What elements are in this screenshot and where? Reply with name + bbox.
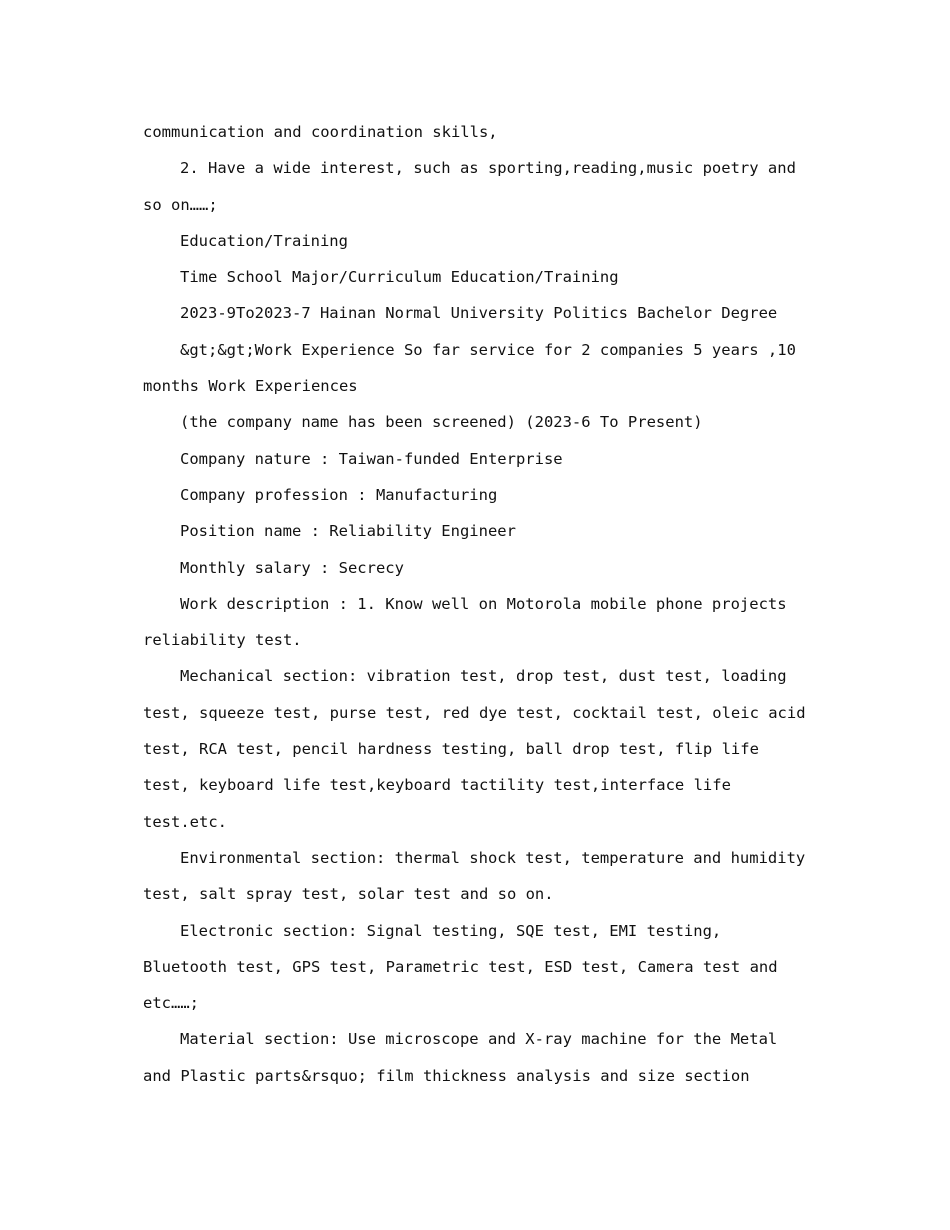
paragraph-interests: 2. Have a wide interest, such as sporting,reading,music poetry and so on……; — [143, 159, 796, 214]
company-profession: Company profession : Manufacturing — [180, 485, 498, 504]
company-nature: Company nature : Taiwan-funded Enterprise — [180, 449, 563, 468]
mechanical-section: Mechanical section: vibration test, drop test, dust test, loading test, squeeze test, purse test, red dye test, cocktail test, oleic acid test, RCA test, pencil hardness testing, ball drop test, flip life test, keyboard life test,keyboard tactility test,interface life test.etc. — [143, 667, 806, 831]
work-description: Work description : 1. Know well on Motorola mobile phone projects reliability test. — [143, 594, 787, 650]
education-table-header: Time School Major/Curriculum Education/Training — [180, 268, 619, 287]
paragraph-communication-skills: communication and coordination skills, — [143, 123, 498, 141]
monthly-salary: Monthly salary : Secrecy — [180, 558, 404, 577]
position-name: Position name : Reliability Engineer — [180, 522, 516, 541]
company-period: (the company name has been screened) (2023-6 To Present) — [180, 413, 703, 432]
section-heading-work-experience: &gt;&gt;Work Experience So far service for 2 companies 5 years ,10 months Work Experiences — [143, 340, 796, 396]
section-heading-education: Education/Training — [180, 231, 348, 250]
material-section: Material section: Use microscope and X-ray machine for the Metal and Plastic parts&rsquo; film thickness analysis and size section — [143, 1030, 778, 1085]
education-entry: 2023-9To2023-7 Hainan Normal University Politics Bachelor Degree — [180, 304, 778, 323]
electronic-section: Electronic section: Signal testing, SQE test, EMI testing, Bluetooth test, GPS test, Parametric test, ESD test, Camera test and etc……; — [143, 921, 778, 1013]
document-body — [143, 114, 813, 1094]
environmental-section: Environmental section: thermal shock test, temperature and humidity test, salt spray test, solar test and so on. — [143, 848, 806, 904]
